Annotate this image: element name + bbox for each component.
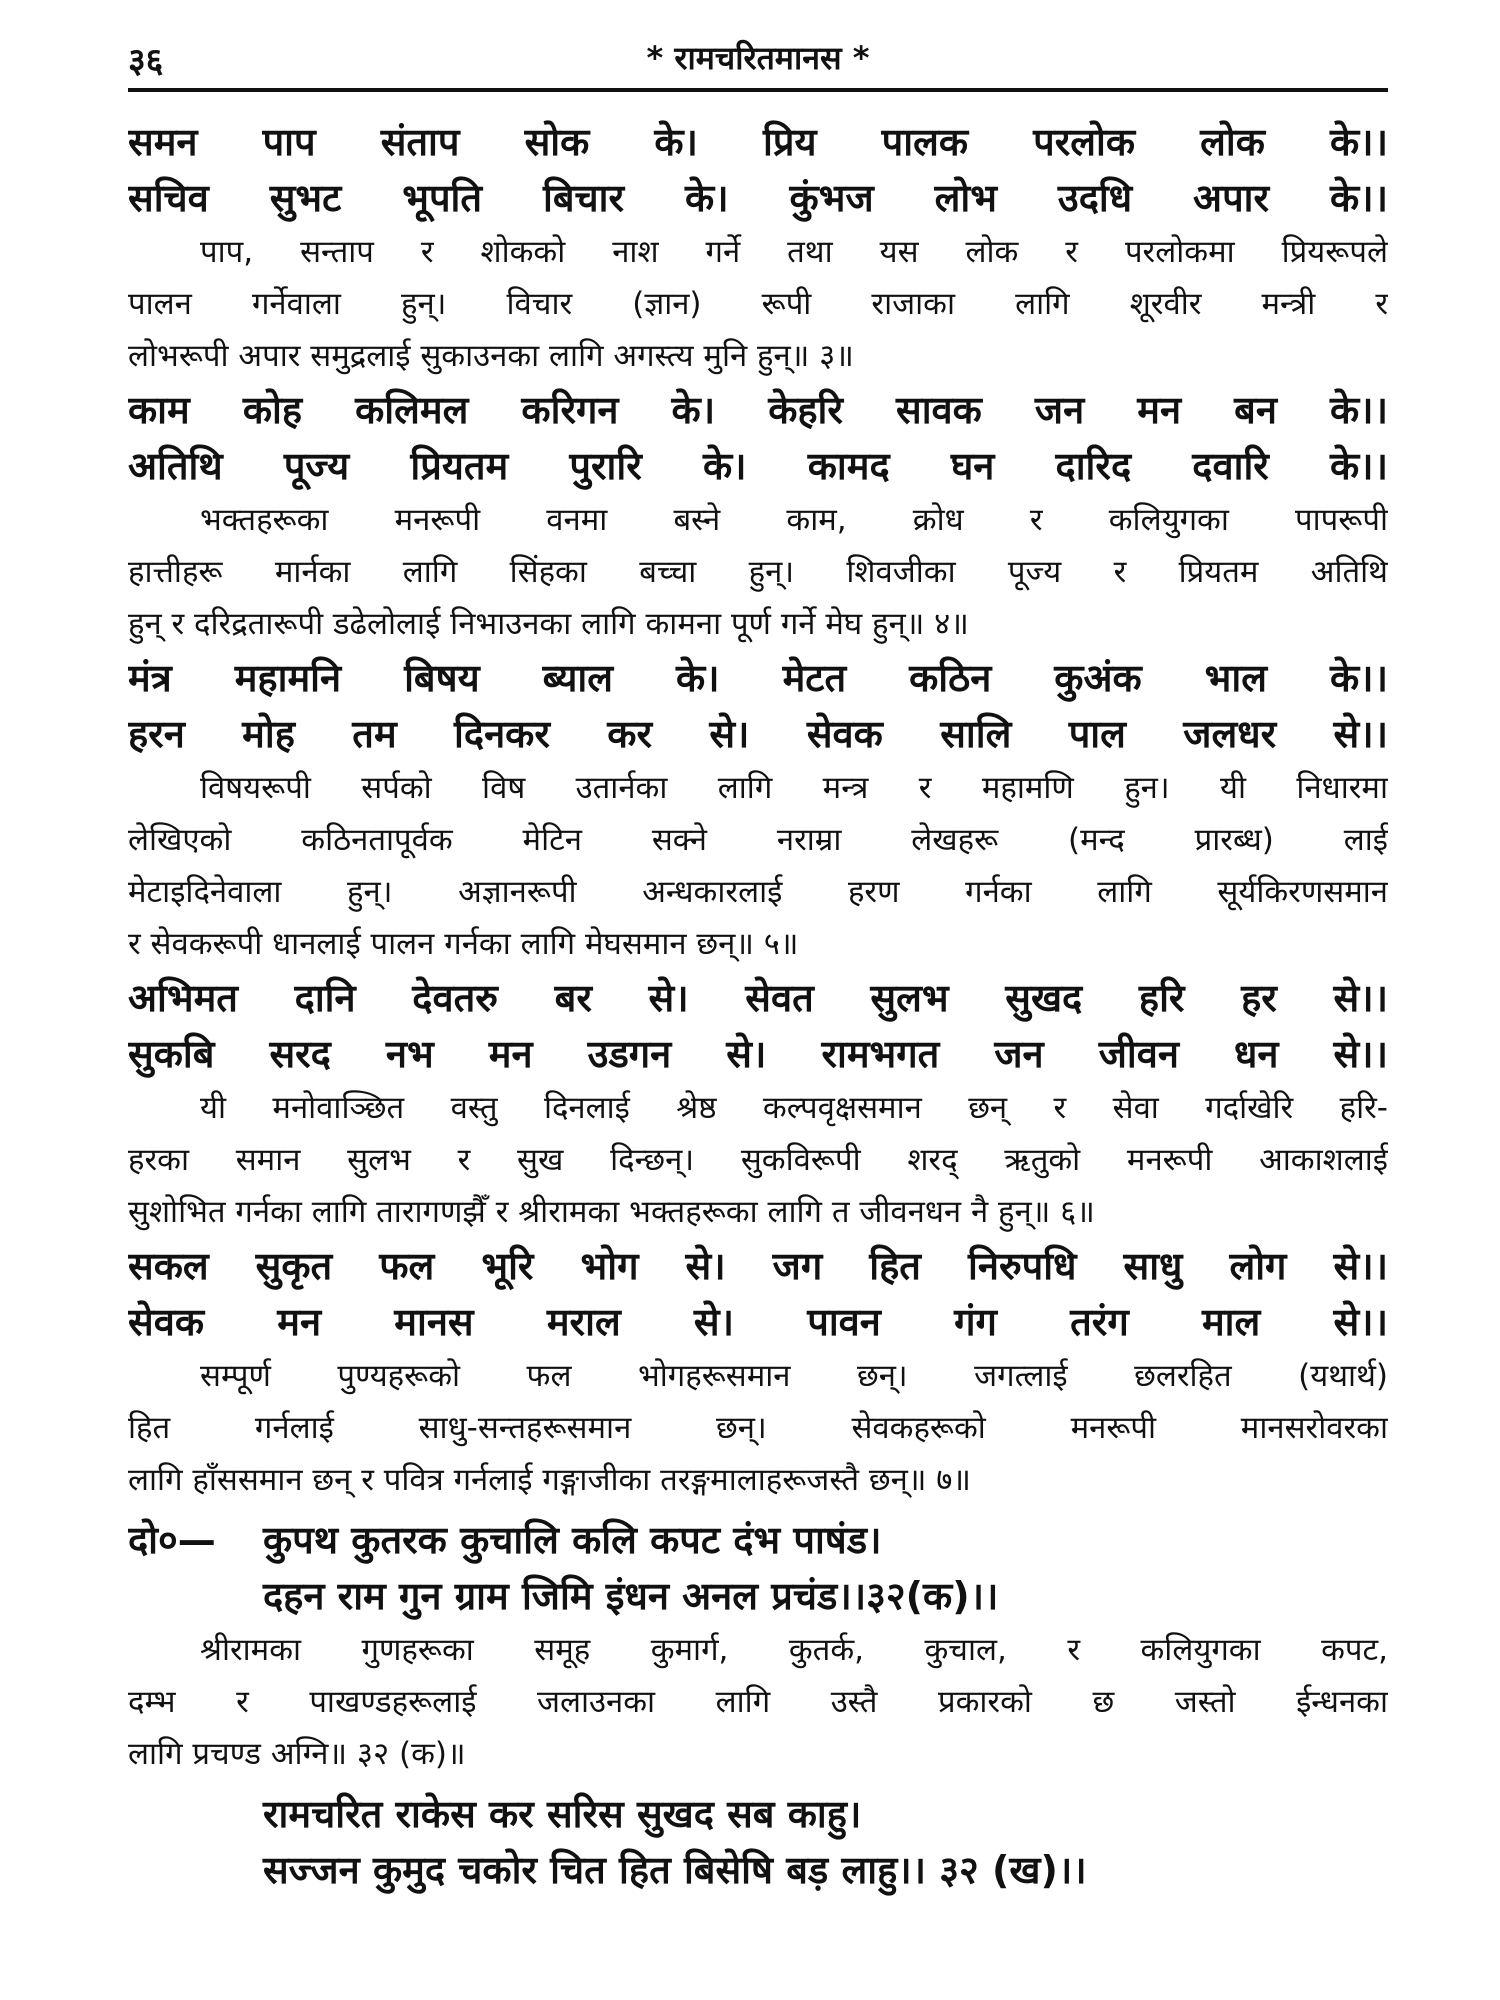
translation-line: लोभरूपी अपार समुद्रलाई सुकाउनका लागि अगस्त्य मुनि हुन्॥ ३॥ (128, 338, 854, 374)
chaupai-line: सकल सुकृत फल भूरि भोग से। जग हित निरुपधि साधु लोग से।। (128, 1244, 1388, 1288)
page-content (128, 114, 1388, 1898)
chaupai-line: काम कोह कलिमल करिगन के। केहरि सावक जन मन बन के।। (128, 388, 1388, 432)
translation-line: पालन गर्नेवाला हुन्। विचार (ज्ञान) रूपी राजाका लागि शूरवीर मन्त्री र (128, 286, 1388, 322)
verse-block (128, 650, 1388, 970)
translation-line: विषयरूपी सर्पको विष उतार्नका लागि मन्त्र र महामणि हुन। यी निधारमा (200, 770, 1388, 806)
translation-line: र सेवकरूपी धानलाई पालन गर्नका लागि मेघसमान छन्॥ ५॥ (128, 926, 799, 962)
doha-text: कुपथ कुतरक कुचालि कलि कपट दंभ पाषंड। (263, 1518, 882, 1562)
header-divider (128, 88, 1388, 92)
translation-line: भक्तहरूका मनरूपी वनमा बस्ने काम, क्रोध र कलियुगका पापरूपी (200, 502, 1388, 538)
chaupai-line: सुकबि सरद नभ मन उडगन से। रामभगत जन जीवन धन से।। (128, 1032, 1388, 1076)
translation-line: यी मनोवाञ्छित वस्तु दिनलाई श्रेष्ठ कल्पवृक्षसमान छन् र सेवा गर्दाखेरि हरि- (200, 1090, 1388, 1126)
doha-line (128, 1512, 1388, 1568)
chaupai-line: हरन मोह तम दिनकर कर से। सेवक सालि पाल जलधर से।। (128, 712, 1388, 756)
translation-line: लागि प्रचण्ड अग्नि॥ ३२ (क)॥ (128, 1736, 466, 1772)
chaupai-line: सेवक मन मानस मराल से। पावन गंग तरंग माल से।। (128, 1300, 1388, 1344)
running-title: * रामचरितमानस * (646, 39, 870, 77)
chaupai-line: अतिथि पूज्य प्रियतम पुरारि के। कामद घन दारिद दवारि के।। (128, 444, 1388, 488)
page-number: ३६ (128, 41, 164, 81)
translation-line: हुन् र दरिद्रतारूपी डढेलोलाई निभाउनका लागि कामना पूर्ण गर्ने मेघ हुन्॥ ४॥ (128, 606, 969, 642)
doha-label: दो०— (128, 1518, 216, 1562)
chaupai-line: मंत्र महामनि बिषय ब्याल के। मेटत कठिन कुअंक भाल के।। (128, 656, 1388, 700)
translation-line: मेटाइदिनेवाला हुन्। अज्ञानरूपी अन्धकारलाई हरण गर्नका लागि सूर्यकिरणसमान (128, 874, 1388, 910)
chaupai-line: समन पाप संताप सोक के। प्रिय पालक परलोक लोक के।। (128, 120, 1388, 164)
doha-block (128, 1512, 1388, 1780)
translation-line: श्रीरामका गुणहरूका समूह कुमार्ग, कुतर्क, कुचाल, र कलियुगका कपट, (200, 1632, 1388, 1668)
page-header (128, 34, 1388, 84)
translation-line: सम्पूर्ण पुण्यहरूको फल भोगहरूसमान छन्। जगत्लाई छलरहित (यथार्थ) (200, 1358, 1388, 1394)
verse-block (128, 382, 1388, 650)
chaupai-line: सचिव सुभट भूपति बिचार के। कुंभज लोभ उदधि अपार के।। (128, 176, 1388, 220)
verse-block (128, 114, 1388, 382)
scripture-page (128, 34, 1388, 1964)
verse-block (128, 1238, 1388, 1506)
doha-line: रामचरित राकेस कर सरिस सुखद सब काहु। (263, 1792, 862, 1836)
doha-block (128, 1786, 1388, 1898)
doha-line: सज्जन कुमुद चकोर चित हित बिसेषि बड़ लाहु।। ३२ (ख)।। (263, 1848, 1087, 1892)
translation-line: सुशोभित गर्नका लागि तारागणझैँ र श्रीरामका भक्तहरूका लागि त जीवनधन नै हुन्॥ ६॥ (128, 1194, 1095, 1230)
verse-block (128, 970, 1388, 1238)
translation-line: लागि हाँससमान छन् र पवित्र गर्नलाई गङ्गाजीका तरङ्गमालाहरूजस्तै छन्॥ ७॥ (128, 1462, 971, 1498)
translation-line: दम्भ र पाखण्डहरूलाई जलाउनका लागि उस्तै प्रकारको छ जस्तो ईन्धनका (128, 1684, 1388, 1720)
translation-line: हित गर्नलाई साधु-सन्तहरूसमान छन्। सेवकहरूको मनरूपी मानसरोवरका (128, 1410, 1388, 1446)
chaupai-line: अभिमत दानि देवतरु बर से। सेवत सुलभ सुखद हरि हर से।। (128, 976, 1388, 1020)
translation-line: लेखिएको कठिनतापूर्वक मेटिन सक्ने नराम्रा लेखहरू (मन्द प्रारब्ध) लाई (128, 822, 1388, 858)
translation-line: हात्तीहरू मार्नका लागि सिंहका बच्चा हुन्। शिवजीका पूज्य र प्रियतम अतिथि (128, 554, 1388, 590)
doha-line: दहन राम गुन ग्राम जिमि इंधन अनल प्रचंड।।३२(क)।। (263, 1574, 999, 1618)
translation-line: हरका समान सुलभ र सुख दिन्छन्। सुकविरूपी शरद् ऋतुको मनरूपी आकाशलाई (128, 1142, 1388, 1178)
translation-line: पाप, सन्ताप र शोकको नाश गर्ने तथा यस लोक र परलोकमा प्रियरूपले (200, 234, 1388, 270)
